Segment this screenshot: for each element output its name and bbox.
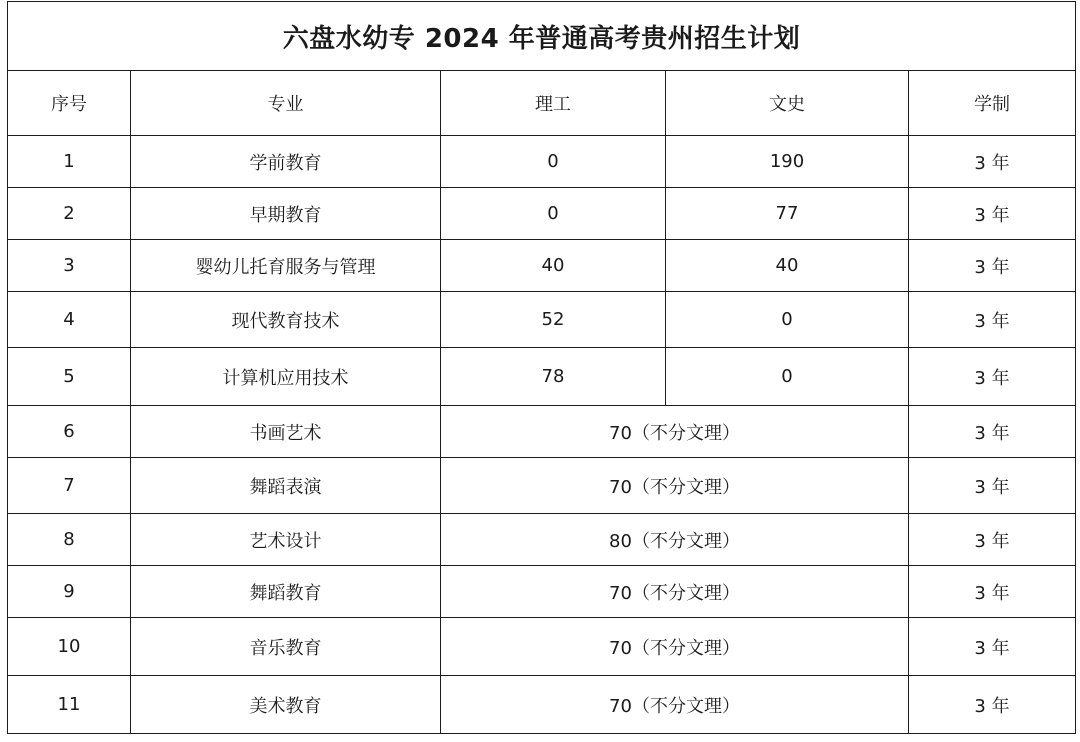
row-index: 9 [8,566,131,618]
table-row [8,618,1076,676]
row-duration: 3 年 [909,458,1076,514]
row-index: 3 [8,240,131,292]
row-arts-quota: 40 [666,240,909,292]
row-duration: 3 年 [909,566,1076,618]
row-major: 书画艺术 [131,406,441,458]
row-combined-quota: 70（不分文理） [441,566,909,618]
row-major: 早期教育 [131,188,441,240]
row-major: 艺术设计 [131,514,441,566]
row-duration: 3 年 [909,514,1076,566]
row-major: 舞蹈教育 [131,566,441,618]
enrollment-plan-table [7,1,1076,734]
table-row [8,188,1076,240]
row-major: 美术教育 [131,676,441,734]
row-major: 舞蹈表演 [131,458,441,514]
row-major: 婴幼儿托育服务与管理 [131,240,441,292]
row-duration: 3 年 [909,406,1076,458]
row-index: 7 [8,458,131,514]
row-duration: 3 年 [909,618,1076,676]
row-arts-quota: 77 [666,188,909,240]
table-row [8,676,1076,734]
row-science-quota: 40 [441,240,666,292]
row-index: 1 [8,136,131,188]
row-index: 6 [8,406,131,458]
row-arts-quota: 190 [666,136,909,188]
table-row [8,566,1076,618]
row-index: 4 [8,292,131,348]
table-row [8,240,1076,292]
row-duration: 3 年 [909,136,1076,188]
table-title: 六盘水幼专 2024 年普通高考贵州招生计划 [8,2,1076,71]
row-duration: 3 年 [909,676,1076,734]
table-row [8,458,1076,514]
header-science: 理工 [441,71,666,136]
row-science-quota: 0 [441,136,666,188]
row-combined-quota: 70（不分文理） [441,406,909,458]
table-row [8,348,1076,406]
row-arts-quota: 0 [666,292,909,348]
row-index: 11 [8,676,131,734]
row-combined-quota: 70（不分文理） [441,618,909,676]
header-major: 专业 [131,71,441,136]
header-duration: 学制 [909,71,1076,136]
row-major: 音乐教育 [131,618,441,676]
row-major: 现代教育技术 [131,292,441,348]
row-duration: 3 年 [909,240,1076,292]
row-science-quota: 52 [441,292,666,348]
row-index: 5 [8,348,131,406]
row-duration: 3 年 [909,348,1076,406]
row-arts-quota: 0 [666,348,909,406]
row-combined-quota: 70（不分文理） [441,458,909,514]
header-index: 序号 [8,71,131,136]
row-index: 10 [8,618,131,676]
row-science-quota: 78 [441,348,666,406]
row-index: 2 [8,188,131,240]
row-duration: 3 年 [909,188,1076,240]
table-row [8,514,1076,566]
row-combined-quota: 80（不分文理） [441,514,909,566]
header-arts: 文史 [666,71,909,136]
title-row [8,2,1076,71]
row-major: 计算机应用技术 [131,348,441,406]
row-duration: 3 年 [909,292,1076,348]
table-row [8,406,1076,458]
row-major: 学前教育 [131,136,441,188]
table-row [8,136,1076,188]
row-index: 8 [8,514,131,566]
row-combined-quota: 70（不分文理） [441,676,909,734]
table-row [8,292,1076,348]
row-science-quota: 0 [441,188,666,240]
header-row [8,71,1076,136]
